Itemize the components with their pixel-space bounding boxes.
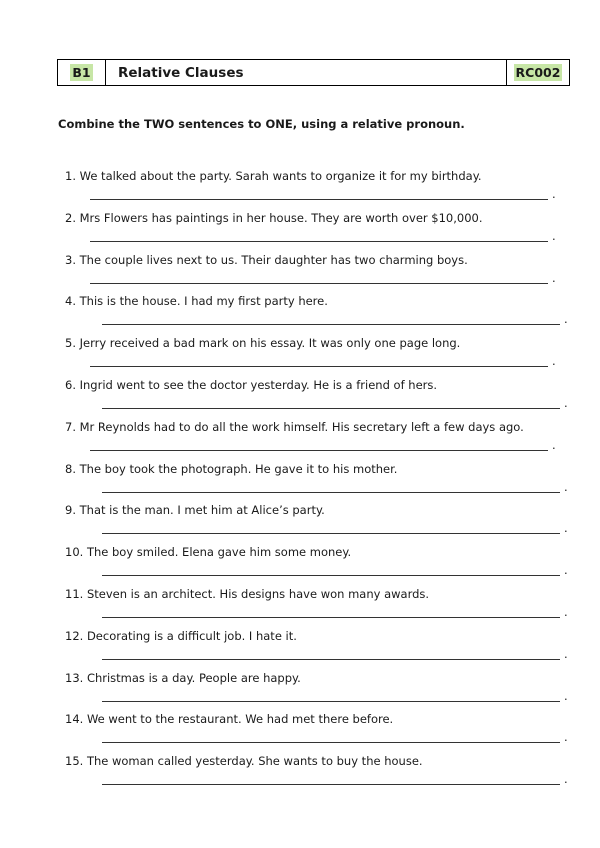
answer-line[interactable] bbox=[102, 562, 568, 576]
exercise-item bbox=[0, 169, 600, 209]
exercise-question: 9. That is the man. I met him at Alice’s party. bbox=[65, 503, 325, 518]
answer-line[interactable] bbox=[90, 270, 556, 284]
answer-terminator: . bbox=[564, 688, 568, 703]
level-badge: B1 bbox=[72, 65, 91, 80]
exercise-item bbox=[0, 462, 600, 502]
answer-line[interactable] bbox=[102, 771, 568, 785]
answer-line[interactable] bbox=[102, 520, 568, 534]
answer-line[interactable] bbox=[102, 646, 568, 660]
answer-terminator: . bbox=[552, 437, 556, 452]
answer-underline bbox=[90, 440, 548, 451]
exercise-question: 2. Mrs Flowers has paintings in her house. They are worth over $10,000. bbox=[65, 210, 483, 225]
answer-line[interactable] bbox=[102, 688, 568, 702]
exercise-item bbox=[0, 712, 600, 752]
exercise-item bbox=[0, 336, 600, 376]
exercise-item bbox=[0, 629, 600, 669]
code-cell bbox=[507, 60, 569, 85]
answer-line[interactable] bbox=[90, 353, 556, 367]
answer-terminator: . bbox=[552, 270, 556, 285]
exercise-item bbox=[0, 294, 600, 334]
answer-terminator: . bbox=[552, 228, 556, 243]
answer-line[interactable] bbox=[90, 186, 556, 200]
worksheet-title: Relative Clauses bbox=[118, 64, 244, 81]
exercise-question: 12. Decorating is a difficult job. I hate it. bbox=[65, 628, 297, 643]
answer-terminator: . bbox=[564, 521, 568, 536]
exercise-question: 3. The couple lives next to us. Their daughter has two charming boys. bbox=[65, 252, 468, 267]
exercise-item bbox=[0, 420, 600, 460]
exercise-question: 10. The boy smiled. Elena gave him some money. bbox=[65, 545, 352, 560]
answer-underline bbox=[90, 231, 548, 242]
exercise-question: 14. We went to the restaurant. We had met there before. bbox=[65, 712, 394, 727]
answer-underline bbox=[102, 607, 560, 618]
answer-terminator: . bbox=[564, 312, 568, 327]
answer-underline bbox=[102, 523, 560, 534]
exercise-question: 4. This is the house. I had my first party here. bbox=[65, 294, 328, 309]
answer-terminator: . bbox=[552, 354, 556, 369]
level-cell bbox=[58, 60, 106, 85]
exercise-question: 15. The woman called yesterday. She wants to buy the house. bbox=[65, 754, 423, 769]
exercise-question: 7. Mr Reynolds had to do all the work himself. His secretary left a few days ago. bbox=[65, 419, 524, 434]
answer-line[interactable] bbox=[90, 437, 556, 451]
worksheet-header bbox=[57, 59, 570, 86]
answer-terminator: . bbox=[564, 605, 568, 619]
answer-underline bbox=[102, 314, 560, 325]
exercise-question: 13. Christmas is a day. People are happy. bbox=[65, 670, 301, 685]
answer-line[interactable] bbox=[102, 395, 568, 409]
answer-underline bbox=[102, 732, 560, 743]
exercise-item bbox=[0, 378, 600, 418]
answer-line[interactable] bbox=[90, 228, 556, 242]
exercise-item bbox=[0, 253, 600, 293]
answer-terminator: . bbox=[564, 730, 568, 745]
exercise-item bbox=[0, 671, 600, 711]
answer-line[interactable] bbox=[102, 479, 568, 493]
exercise-question: 5. Jerry received a bad mark on his essay. It was only one page long. bbox=[65, 336, 461, 351]
answer-terminator: . bbox=[552, 187, 556, 201]
answer-underline bbox=[102, 482, 560, 493]
exercise-question: 6. Ingrid went to see the doctor yesterday. He is a friend of hers. bbox=[65, 378, 438, 392]
worksheet-code: RC002 bbox=[515, 65, 561, 80]
exercise-item bbox=[0, 503, 600, 543]
exercise-question: 1. We talked about the party. Sarah wants to organize it for my birthday. bbox=[65, 169, 482, 183]
exercise-question: 8. The boy took the photograph. He gave it to his mother. bbox=[65, 461, 398, 476]
title-cell bbox=[106, 60, 507, 85]
answer-line[interactable] bbox=[102, 729, 568, 743]
exercise-item bbox=[0, 587, 600, 627]
exercise-item bbox=[0, 211, 600, 251]
answer-underline bbox=[90, 273, 548, 284]
answer-underline bbox=[102, 398, 560, 409]
answer-terminator: . bbox=[564, 772, 568, 787]
answer-underline bbox=[90, 356, 548, 367]
instruction-text: Combine the TWO sentences to ONE, using a relative pronoun. bbox=[58, 117, 465, 131]
answer-terminator: . bbox=[564, 396, 568, 410]
answer-terminator: . bbox=[564, 646, 568, 661]
answer-terminator: . bbox=[564, 563, 568, 578]
answer-underline bbox=[102, 691, 560, 702]
answer-line[interactable] bbox=[102, 311, 568, 325]
exercise-question: 11. Steven is an architect. His designs have won many awards. bbox=[65, 587, 430, 601]
answer-underline bbox=[90, 189, 548, 200]
answer-underline bbox=[102, 774, 560, 785]
answer-terminator: . bbox=[564, 479, 568, 494]
exercise-item bbox=[0, 545, 600, 585]
answer-underline bbox=[102, 649, 560, 660]
answer-line[interactable] bbox=[102, 604, 568, 618]
answer-underline bbox=[102, 565, 560, 576]
exercise-item bbox=[0, 754, 600, 794]
